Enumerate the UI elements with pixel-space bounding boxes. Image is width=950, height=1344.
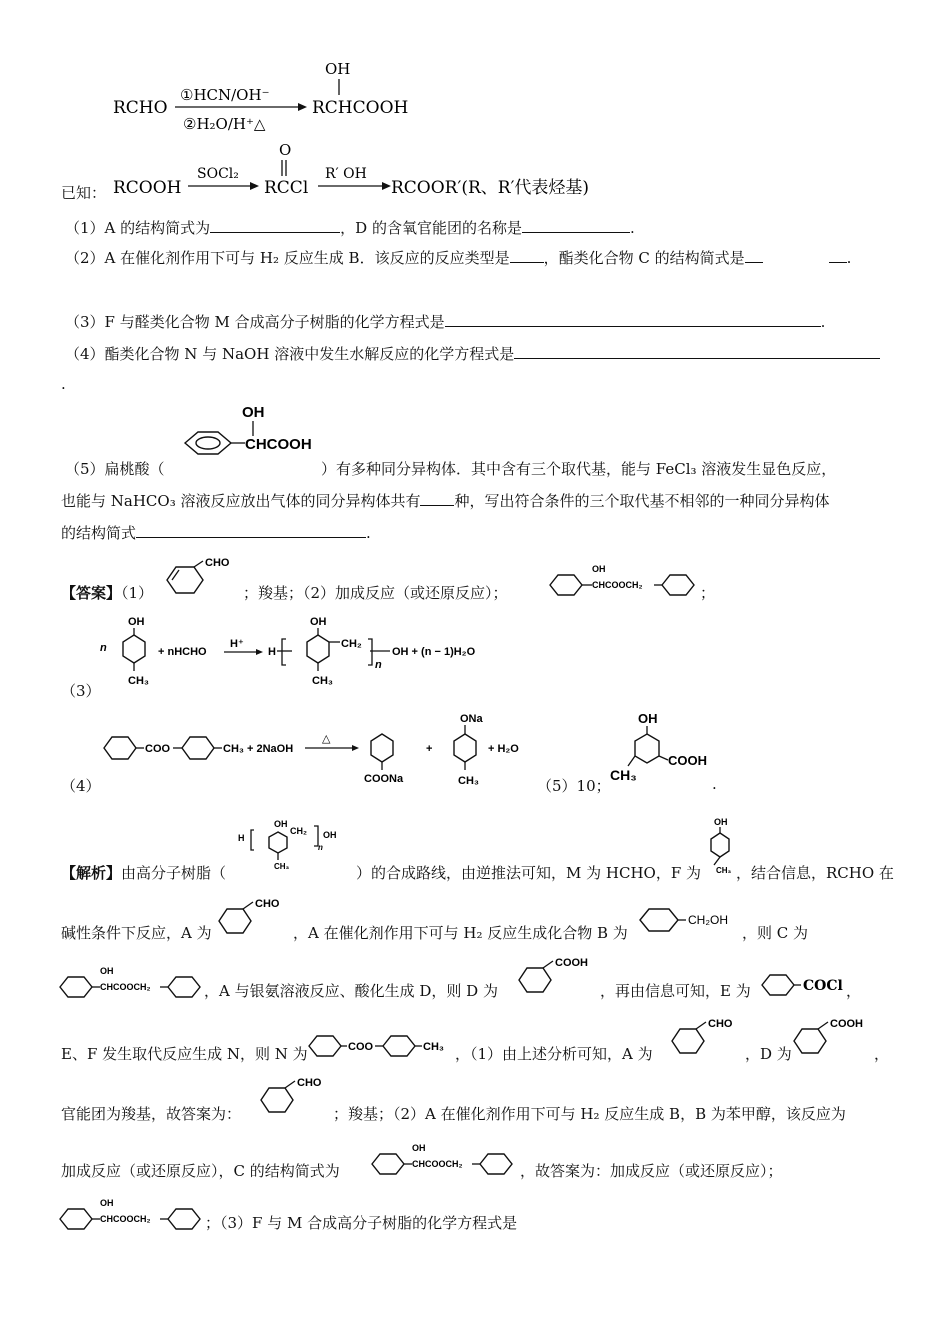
question-2 [65,247,851,268]
d-structure [515,950,605,1000]
bond [628,756,635,766]
c-structure-3 [56,1197,216,1237]
coefficient-n: n [100,642,107,654]
analysis-l1b: ）的合成路线，由逆推法可知，M 为 HCHO，F 为 [356,864,702,882]
q5-text-a: （5）扁桃酸（ [65,460,165,478]
analysis-l2a: 碱性条件下反应，A 为 [61,924,212,942]
ona-label: ONa [460,713,483,725]
question-4-dot: . [61,375,66,393]
benzene-ring [635,734,659,763]
benzene-ring [309,1036,341,1056]
q2-end: . [846,249,852,267]
bracket-left [282,639,286,665]
benzene-ring [480,1154,512,1174]
q5-text-b: ）有多种同分异构体．其中含有三个取代基，能与 FeCl₃ 溶液发生显色反应， [321,460,837,478]
answer-p3: （3） [61,682,101,700]
r2-reagent2: R′ OH [325,166,367,182]
answer-line1 [61,582,153,603]
answer-label: 【答案】 [61,584,122,602]
bond [243,902,253,909]
r1-reagent-bottom: ②H₂O/H⁺△ [183,115,266,133]
answer-p1: （1） [121,584,154,602]
benzene-ring [454,734,476,762]
analysis-l3b: ，再由信息可知，E 为 [600,982,751,1000]
ester-text: CHCOOCH₂ [100,1214,151,1224]
a-structure [215,893,295,943]
ch3-label: CH₃ [423,1041,444,1053]
end-h: H [238,833,245,843]
answer-blank[interactable] [210,218,340,233]
analysis-l7: ；（3）F 与 M 合成高分子树脂的化学方程式是 [205,1214,518,1232]
eq3-tail: OH + (n − 1)H₂O [392,646,476,658]
benzene-ring [60,1209,92,1229]
heat-condition: △ [322,733,331,745]
cho-label: CHO [205,557,230,569]
cho-label: CHO [297,1077,322,1089]
analysis-l6a: 加成反应（或还原反应），C 的结构简式为 [61,1162,340,1180]
q5-line2b: 种，写出符合条件的三个取代基不相邻的一种同分异构体 [454,492,830,510]
analysis-line1 [61,862,226,883]
plus: + [426,743,433,755]
answer-blank[interactable] [522,218,630,233]
q5-line2 [61,490,830,511]
oh-label: OH [274,819,288,829]
benzene-ring [372,1154,404,1174]
ch3-label: CH₃ [312,675,333,687]
analysis-l5a: 官能团为羧基，故答案为： [61,1105,242,1123]
b-structure [636,900,746,940]
benzene-ring [185,432,231,454]
q5-line3 [61,522,371,543]
analysis-l2c: ，则 C 为 [742,924,809,942]
ch2-label: CH₂ [341,638,362,650]
oh-label: OH [310,616,327,628]
isomer-structure [600,708,720,798]
oh-label: OH [100,1198,114,1208]
q2-text-a: （2）A 在催化剂作用下可与 H₂ 反应生成 B．该反应的反应类型是 [65,249,510,267]
r1-product: RCHCOOH [312,98,409,118]
water-term: + H₂O [488,743,519,755]
r1-arrowhead [298,103,307,111]
benzene-ring [307,635,329,663]
question-3 [65,311,825,332]
naoh-term: + 2NaOH [247,743,294,755]
analysis-l1a: 由高分子树脂（ [121,864,227,882]
ester-text: CHCOOCH₂ [412,1159,463,1169]
bond [659,756,668,760]
r2-reactant: RCOOH [113,178,182,198]
analysis-l6b: ，故答案为：加成反应（或还原反应）； [520,1162,783,1180]
oh-label: OH [412,1143,426,1153]
r1-reactant: RCHO [113,98,168,118]
end-oh: OH [323,830,337,840]
benzene-ring [383,1036,415,1056]
q3-end: . [820,313,826,331]
answer-blank[interactable] [514,344,880,359]
analysis-l4a: E、F 发生取代反应生成 N，则 N 为 [61,1045,308,1063]
benzene-ring [371,734,393,762]
question-4 [65,343,880,364]
hcho-term: + nHCHO [158,646,207,658]
r2-reagent1: SOCl₂ [197,166,239,182]
ester-text: CHCOOCH₂ [100,982,151,992]
r2-arrowhead1 [250,182,259,190]
known-label: 已知： [61,184,107,202]
oh-label: OH [714,817,728,827]
bracket-left [251,830,254,850]
q1-text-b: ，D 的含氧官能团的名称是 [340,219,522,237]
benzene-ring [762,975,794,995]
analysis-l4b: ，（1）由上述分析可知，A 为 [455,1045,653,1063]
bracket-right [368,639,372,665]
equation-4 [100,708,540,798]
benzene-ring [640,909,678,931]
answer-blank[interactable] [829,248,847,263]
answer-p1b: ；羧基；（2）加成反应（或还原反应）； [243,584,508,602]
subscript-n: n [318,843,323,852]
answer-blank[interactable] [745,248,763,263]
a-structure-2 [668,1013,748,1063]
q5-line2a: 也能与 NaHCO₃ 溶液反应放出气体的同分异构体共有 [61,492,421,510]
r1-oh: OH [325,60,351,78]
benzene-ring [519,968,551,992]
bond [818,1022,828,1029]
c-structure-2 [368,1142,528,1182]
d-structure-2 [790,1013,880,1063]
benzaldehyde-structure-2 [257,1072,337,1122]
answer-blank[interactable] [420,491,454,506]
oh-label: OH [242,404,265,421]
cooh-label: COOH [668,753,707,768]
analysis-l3c: ， [846,982,862,1000]
benzaldehyde-structure [163,555,253,605]
oh-label: OH [100,966,114,976]
end-h: H [268,646,276,658]
ch3-label: CH₃ [274,862,290,871]
answer-blank[interactable] [445,312,821,327]
bond [714,857,720,865]
analysis-l4d: ， [874,1045,890,1063]
equation-3 [100,605,520,695]
analysis-l2b: ，A 在催化剂作用下可与 H₂ 反应生成化合物 B 为 [293,924,628,942]
bond [696,1022,706,1029]
answer-p4: （4） [61,777,101,795]
bond [194,561,203,567]
coo-label: COO [145,743,171,755]
oh-label: OH [128,616,145,628]
benzene-ring [662,575,694,595]
q4-text: （4）酯类化合物 N 与 NaOH 溶液中发生水解反应的化学方程式是 [65,345,515,363]
r2-o: O [279,141,292,159]
r2-arrowhead2 [382,182,391,190]
mandelic-acid-structure [165,400,325,470]
answer-p5-end: . [712,775,717,793]
r2-intermediate: RCCl [264,178,309,198]
benzene-ring [711,833,729,857]
n-structure [305,1028,455,1068]
benzene-ring [672,1029,704,1053]
ch3-label: CH₃ [610,767,637,783]
q5-line3-text: 的结构简式 [61,524,137,542]
benzene-ring [60,977,92,997]
cooh-label: COOH [555,957,588,969]
chcooh-label: CHCOOH [245,436,312,453]
oh-label: OH [592,564,606,574]
answer-semicolon: ； [700,584,716,602]
cooh-label: COOH [830,1018,863,1030]
answer-blank[interactable] [136,523,366,538]
coona-label: COONa [364,773,404,785]
ch3-label: CH₃ [716,866,732,875]
benzene-ring [269,832,287,853]
bond [543,961,553,968]
analysis-l1c: ，结合信息，RCHO 在 [736,864,894,882]
benzene-ring [182,737,214,759]
bond [285,1081,295,1088]
benzene-ring [168,977,200,997]
resin-structure [238,818,368,878]
ester-text: CHCOOCH₂ [592,580,643,590]
coo-label: COO [348,1041,374,1053]
analysis-l4c: ，D 为 [745,1045,792,1063]
arrowhead [352,745,359,751]
cocl-label: COCl [803,978,843,994]
ch2-label: CH₂ [290,826,307,836]
e-structure [758,967,858,1007]
answer-p5: （5）10； [537,777,611,795]
cho-label: CHO [708,1018,733,1030]
cho-label: CHO [255,898,280,910]
r1-reagent-top: ①HCN/OH⁻ [180,86,270,104]
answer-blank[interactable] [510,248,544,263]
q3-text: （3）F 与醛类化合物 M 合成高分子树脂的化学方程式是 [65,313,445,331]
r2-product: RCOOR′(R、R′代表烃基) [391,178,590,198]
q5-end: . [366,524,371,542]
ester-c-structure [546,562,716,602]
benzene-ring [219,909,251,933]
ch3-label: CH₃ [223,743,244,755]
benzene-ring [168,1209,200,1229]
analysis-l5b: ；羧基；（2）A 在催化剂作用下可与 H₂ 反应生成 B，B 为苯甲醇，该反应为 [333,1105,846,1123]
reaction-scheme [0,0,950,210]
ch2oh-label: CH₂OH [688,913,728,927]
benzene-ring [550,575,582,595]
benzene-ring [261,1088,293,1112]
analysis-l3a: ，A 与银氨溶液反应、酸化生成 D，则 D 为 [204,982,498,1000]
benzene-ring [794,1029,826,1053]
catalyst-label: H⁺ [230,638,244,650]
ch3-label: CH₃ [458,775,479,787]
benzene-ring [104,737,136,759]
benzene-ring [123,635,145,663]
question-1 [65,217,635,238]
oh-label: OH [638,711,658,726]
ring-circle [196,437,220,449]
ch3-label: CH₃ [128,675,149,687]
q2-text-b: ，酯类化合物 C 的结构简式是 [543,249,745,267]
q1-text-a: （1）A 的结构简式为 [65,219,211,237]
analysis-label: 【解析】 [61,864,122,882]
subscript-n: n [375,659,382,671]
q1-end: . [629,219,635,237]
arrowhead [256,649,263,655]
c-structure [56,965,216,1005]
